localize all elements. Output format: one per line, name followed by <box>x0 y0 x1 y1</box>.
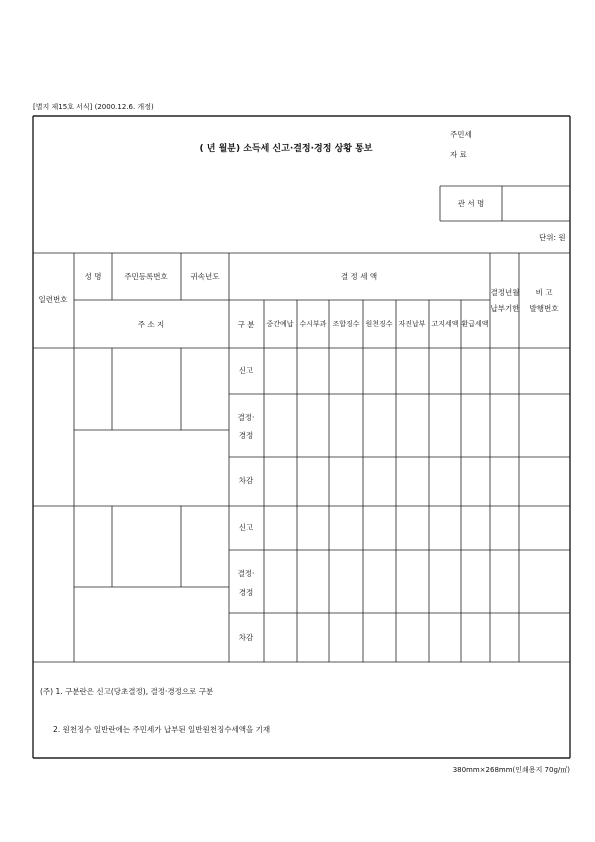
header-col-interim: 중간예납 <box>266 320 294 328</box>
header-col-occasional: 수시부과 <box>299 320 327 328</box>
row-label-decision-1: 결정· <box>237 413 255 422</box>
header-tax-amount: 결 정 세 액 <box>340 272 378 281</box>
address-field[interactable] <box>75 588 228 661</box>
unit-label: 단위: 원 <box>539 233 566 242</box>
header-remarks-2: 발행번호 <box>529 304 559 313</box>
header-resident-id: 주민등록번호 <box>124 272 168 281</box>
header-name: 성 명 <box>84 272 102 281</box>
header-col-notice: 고지세액 <box>431 320 459 328</box>
header-deadline-1: 결정년월 <box>490 288 520 297</box>
note-1: (주) 1. 구분란은 신고(당초결정), 결정·경정으로 구분 <box>40 687 214 696</box>
name-field[interactable] <box>75 349 111 429</box>
serial-field[interactable] <box>34 507 73 661</box>
address-field[interactable] <box>75 431 228 505</box>
note-2: 2. 원천징수 일반란에는 주민세가 납부된 일반원천징수세액을 기재 <box>53 725 271 734</box>
header-deadline-2: 납부기한 <box>490 304 520 313</box>
header-col-withholding: 원천징수 <box>365 320 393 328</box>
header-col-self-payment: 자진납부 <box>398 320 426 328</box>
row-label-decision-1: 결정· <box>237 569 255 578</box>
row-label-difference: 차감 <box>238 476 254 485</box>
header-address: 주 소 지 <box>137 320 165 329</box>
name-field[interactable] <box>75 507 111 586</box>
serial-field[interactable] <box>34 349 73 505</box>
row-label-decision-2: 경정 <box>238 588 254 597</box>
resident-id-field[interactable] <box>113 349 180 429</box>
form-header: [별지 제15호 서식] (2000.12.6. 개정) <box>33 103 154 111</box>
row-label-decision-2: 경정 <box>238 431 254 440</box>
office-label: 관 서 명 <box>457 199 485 208</box>
year-field[interactable] <box>182 507 228 586</box>
header-remarks-1: 비 고 <box>535 288 553 297</box>
page-title: ( 년 월분) 소득세 신고·결정·경정 상황 통보 <box>199 144 373 154</box>
resident-id-field[interactable] <box>113 507 180 586</box>
row-label-report: 신고 <box>238 366 254 375</box>
header-serial: 일련번호 <box>38 295 68 304</box>
side-label-data: 자 료 <box>450 150 467 159</box>
year-field[interactable] <box>182 349 228 429</box>
side-label-resident-tax: 주민세 <box>450 130 472 139</box>
header-category: 구 분 <box>237 320 255 329</box>
header-year: 귀속년도 <box>190 272 220 281</box>
row-label-report: 신고 <box>238 523 254 532</box>
header-col-union: 조합징수 <box>332 320 360 328</box>
office-name-field[interactable] <box>503 187 569 220</box>
paper-spec: 380mm×268mm(인쇄용지 70g/㎡) <box>452 766 570 774</box>
row-label-difference: 차감 <box>238 633 254 642</box>
header-col-refund: 환급세액 <box>461 320 489 328</box>
